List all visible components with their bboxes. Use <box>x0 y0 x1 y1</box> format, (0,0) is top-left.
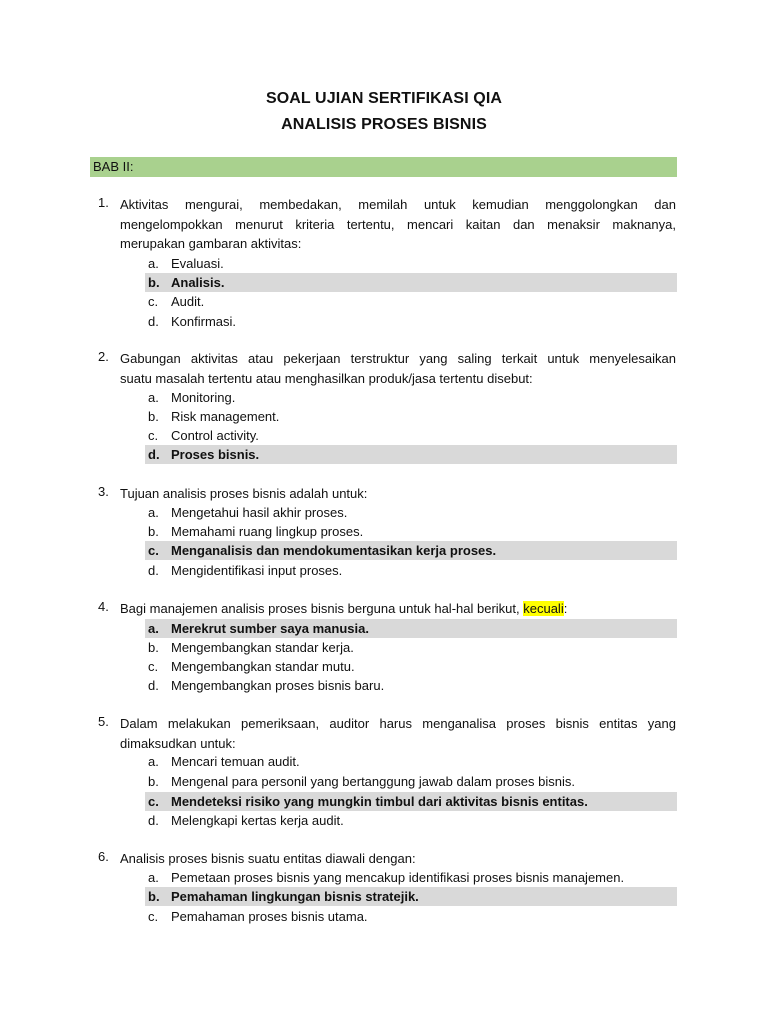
option-text: Memahami ruang lingkup proses. <box>171 524 364 539</box>
option-b <box>145 772 677 791</box>
option-b <box>145 407 677 426</box>
option-c <box>145 292 677 311</box>
option-letter: a. <box>148 390 159 405</box>
question-number: 1. <box>98 195 109 210</box>
chapter-heading: BAB II: <box>90 157 677 177</box>
option-c-correct <box>145 541 677 560</box>
option-letter: d. <box>148 314 159 329</box>
option-text: Pemahaman lingkungan bisnis stratejik. <box>171 889 419 904</box>
option-letter: b. <box>148 774 159 789</box>
question-line: Aktivitas mengurai, membedakan, memilah untuk kemudian menggolongkan dan <box>120 197 676 212</box>
option-letter: c. <box>148 794 159 809</box>
option-text: Mengembangkan proses bisnis baru. <box>171 678 385 693</box>
option-a <box>145 868 677 887</box>
option-letter: d. <box>148 678 159 693</box>
option-text: Pemahaman proses bisnis utama. <box>171 909 368 924</box>
option-text: Mengetahui hasil akhir proses. <box>171 505 348 520</box>
option-b-correct <box>145 273 677 292</box>
option-d-correct <box>145 445 677 464</box>
option-d <box>145 561 677 580</box>
option-letter: b. <box>148 275 160 290</box>
question-line <box>120 599 676 619</box>
option-a <box>145 752 677 771</box>
question-line: Gabungan aktivitas atau pekerjaan terstruktur yang saling terkait untuk menyelesaikan <box>120 351 676 366</box>
option-letter: d. <box>148 447 160 462</box>
option-letter: b. <box>148 409 159 424</box>
question-line: Analisis proses bisnis suatu entitas diawali dengan: <box>120 851 416 866</box>
question-number: 2. <box>98 349 109 364</box>
question-line: Tujuan analisis proses bisnis adalah untuk: <box>120 486 368 501</box>
option-letter: b. <box>148 524 159 539</box>
document-subtitle: ANALISIS PROSES BISNIS <box>281 116 487 133</box>
question-text <box>120 599 676 619</box>
option-text: Menganalisis dan mendokumentasikan kerja proses. <box>171 543 497 558</box>
question-text <box>120 195 676 254</box>
option-c <box>145 657 677 676</box>
question-text <box>120 714 676 753</box>
option-text: Pemetaan proses bisnis yang mencakup identifikasi proses bisnis manajemen. <box>171 870 625 885</box>
option-letter: a. <box>148 621 159 636</box>
option-b <box>145 638 677 657</box>
document-title: SOAL UJIAN SERTIFIKASI QIA <box>265 90 503 107</box>
option-letter: d. <box>148 813 159 828</box>
option-text: Mengembangkan standar mutu. <box>171 659 355 674</box>
option-a <box>145 503 677 522</box>
option-text: Mengembangkan standar kerja. <box>171 640 354 655</box>
question-line-end: : <box>563 601 568 616</box>
question-line: suatu masalah tertentu atau menghasilkan produk/jasa tertentu disebut: <box>120 370 533 386</box>
option-letter: a. <box>148 505 159 520</box>
option-letter: c. <box>148 294 159 309</box>
option-text: Audit. <box>171 294 205 309</box>
option-text: Mengidentifikasi input proses. <box>171 563 343 578</box>
question-line: Dalam melakukan pemeriksaan, auditor harus menganalisa proses bisnis entitas yang <box>120 716 676 731</box>
option-b <box>145 522 677 541</box>
option-c-correct <box>145 792 677 811</box>
option-d <box>145 811 677 830</box>
highlight-kecuali: kecuali <box>523 601 564 616</box>
option-text: Mengenal para personil yang bertanggung jawab dalam proses bisnis. <box>171 774 575 789</box>
option-d <box>145 312 677 331</box>
option-letter: b. <box>148 640 159 655</box>
question-line: mengelompokkan menurut kriteria tertentu, mencari kaitan dan menaksir maknanya, <box>120 216 676 232</box>
question-number: 3. <box>98 484 109 499</box>
option-letter: c. <box>148 428 159 443</box>
option-b-correct <box>145 887 677 906</box>
option-text: Analisis. <box>171 275 225 290</box>
option-d <box>145 676 677 695</box>
option-letter: a. <box>148 256 159 271</box>
option-letter: c. <box>148 659 159 674</box>
option-text: Proses bisnis. <box>171 447 260 462</box>
question-line: dimaksudkan untuk: <box>120 735 236 751</box>
question-text <box>120 349 676 388</box>
question-line: merupakan gambaran aktivitas: <box>120 236 302 251</box>
option-text: Konfirmasi. <box>171 314 237 329</box>
option-text: Monitoring. <box>171 390 236 405</box>
question-text <box>120 849 676 869</box>
option-a-correct <box>145 619 677 638</box>
option-text: Melengkapi kertas kerja audit. <box>171 813 344 828</box>
question-text <box>120 484 676 504</box>
option-letter: a. <box>148 870 159 885</box>
option-letter: c. <box>148 543 159 558</box>
option-c <box>145 907 677 926</box>
option-text: Control activity. <box>171 428 259 443</box>
option-letter: a. <box>148 754 159 769</box>
option-text: Mencari temuan audit. <box>171 754 300 769</box>
option-letter: c. <box>148 909 159 924</box>
option-text: Risk management. <box>171 409 280 424</box>
option-a <box>145 254 677 273</box>
option-c <box>145 426 677 445</box>
option-text: Evaluasi. <box>171 256 224 271</box>
question-line-start: Bagi manajemen analisis proses bisnis berguna untuk hal-hal berikut, <box>120 601 524 616</box>
question-number: 4. <box>98 599 109 614</box>
option-a <box>145 388 677 407</box>
option-letter: d. <box>148 563 159 578</box>
option-text: Mendeteksi risiko yang mungkin timbul dari aktivitas bisnis entitas. <box>171 794 588 809</box>
question-number: 6. <box>98 849 109 864</box>
option-letter: b. <box>148 889 160 904</box>
option-text: Merekrut sumber saya manusia. <box>171 621 369 636</box>
question-number: 5. <box>98 714 109 729</box>
